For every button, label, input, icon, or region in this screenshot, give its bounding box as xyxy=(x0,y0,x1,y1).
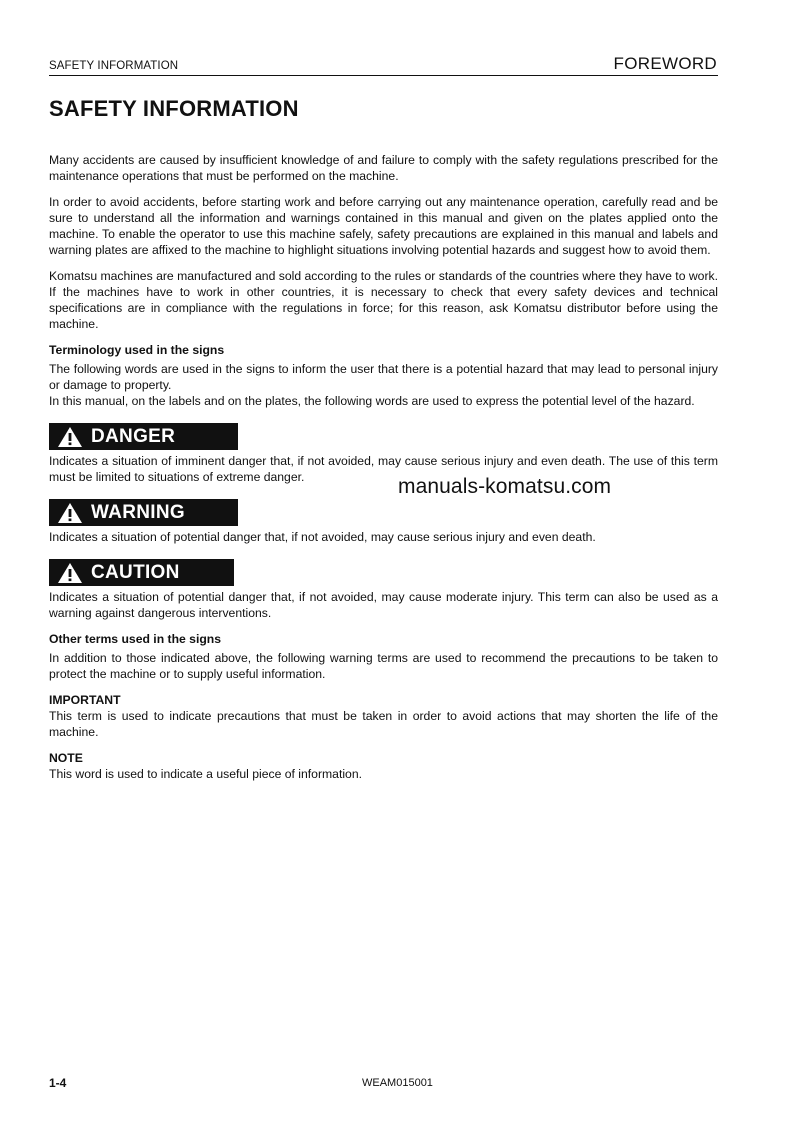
watermark-text: manuals-komatsu.com xyxy=(398,475,612,498)
other-terms-heading: Other terms used in the signs xyxy=(49,632,222,646)
terminology-line-1: The following words are used in the signs to inform the user that there is a potential hazard that may lead to personal injury or damage to property. xyxy=(49,362,718,392)
header-section-label: SAFETY INFORMATION xyxy=(49,60,179,72)
danger-description: Indicates a situation of imminent danger that, if not avoided, may cause serious injury and even death. The use of this term must be limited to situations of extreme danger. xyxy=(49,454,718,484)
header-chapter-label: FOREWORD xyxy=(613,54,717,73)
warning-triangle-icon xyxy=(57,562,83,584)
caution-description: Indicates a situation of potential danger that, if not avoided, may cause moderate injury. This term can also be used as a warning against dangerous interventions. xyxy=(49,590,718,620)
warning-triangle-icon xyxy=(57,426,83,448)
intro-paragraph-1: Many accidents are caused by insufficient knowledge of and failure to comply with the safety regulations prescribed for the maintenance operations that must be performed on the machine. xyxy=(49,153,718,183)
page-number: 1-4 xyxy=(49,1076,67,1090)
note-heading: NOTE xyxy=(49,751,83,765)
terminology-line-2: In this manual, on the labels and on the plates, the following words are used to express the potential level of the hazard. xyxy=(49,394,695,408)
terminology-heading: Terminology used in the signs xyxy=(49,343,225,357)
warning-description: Indicates a situation of potential danger that, if not avoided, may cause serious injury and even death. xyxy=(49,530,596,544)
intro-paragraph-2: In order to avoid accidents, before starting work and before carrying out any maintenance operation, carefully read and be sure to understand all the information and warnings contained in this manual and given on the plates applied onto the machine. To enable the operator to use this machine safely, safety precautions are explained in this manual and labels and warning plates are affixed to the machine to highlight situations involving potential hazards and suggest how to avoid them. xyxy=(49,195,718,257)
warning-sign xyxy=(49,499,238,526)
warning-sign-word: WARNING xyxy=(91,501,185,523)
warning-triangle-icon xyxy=(57,502,83,524)
danger-sign xyxy=(49,423,238,450)
document-code: WEAM015001 xyxy=(362,1077,433,1089)
other-terms-text: In addition to those indicated above, the following warning terms are used to recommend the precautions to be taken to protect the machine or to supply useful information. xyxy=(49,651,718,681)
important-heading: IMPORTANT xyxy=(49,693,121,707)
important-text: This term is used to indicate precautions that must be taken in order to avoid actions that may shorten the life of the machine. xyxy=(49,709,718,739)
danger-sign-word: DANGER xyxy=(91,425,176,447)
header-rule xyxy=(49,75,718,76)
intro-paragraph-3: Komatsu machines are manufactured and sold according to the rules or standards of the countries where they have to work. If the machines have to work in other countries, it is necessary to check that every safety devices and technical specifications are in compliance with the regulations in force; for this reason, ask Komatsu distributor before using the machine. xyxy=(49,269,718,331)
page-content xyxy=(49,152,718,792)
page-title: SAFETY INFORMATION xyxy=(49,96,299,121)
caution-sign-word: CAUTION xyxy=(91,561,180,583)
caution-sign xyxy=(49,559,234,586)
note-text: This word is used to indicate a useful piece of information. xyxy=(49,767,362,781)
